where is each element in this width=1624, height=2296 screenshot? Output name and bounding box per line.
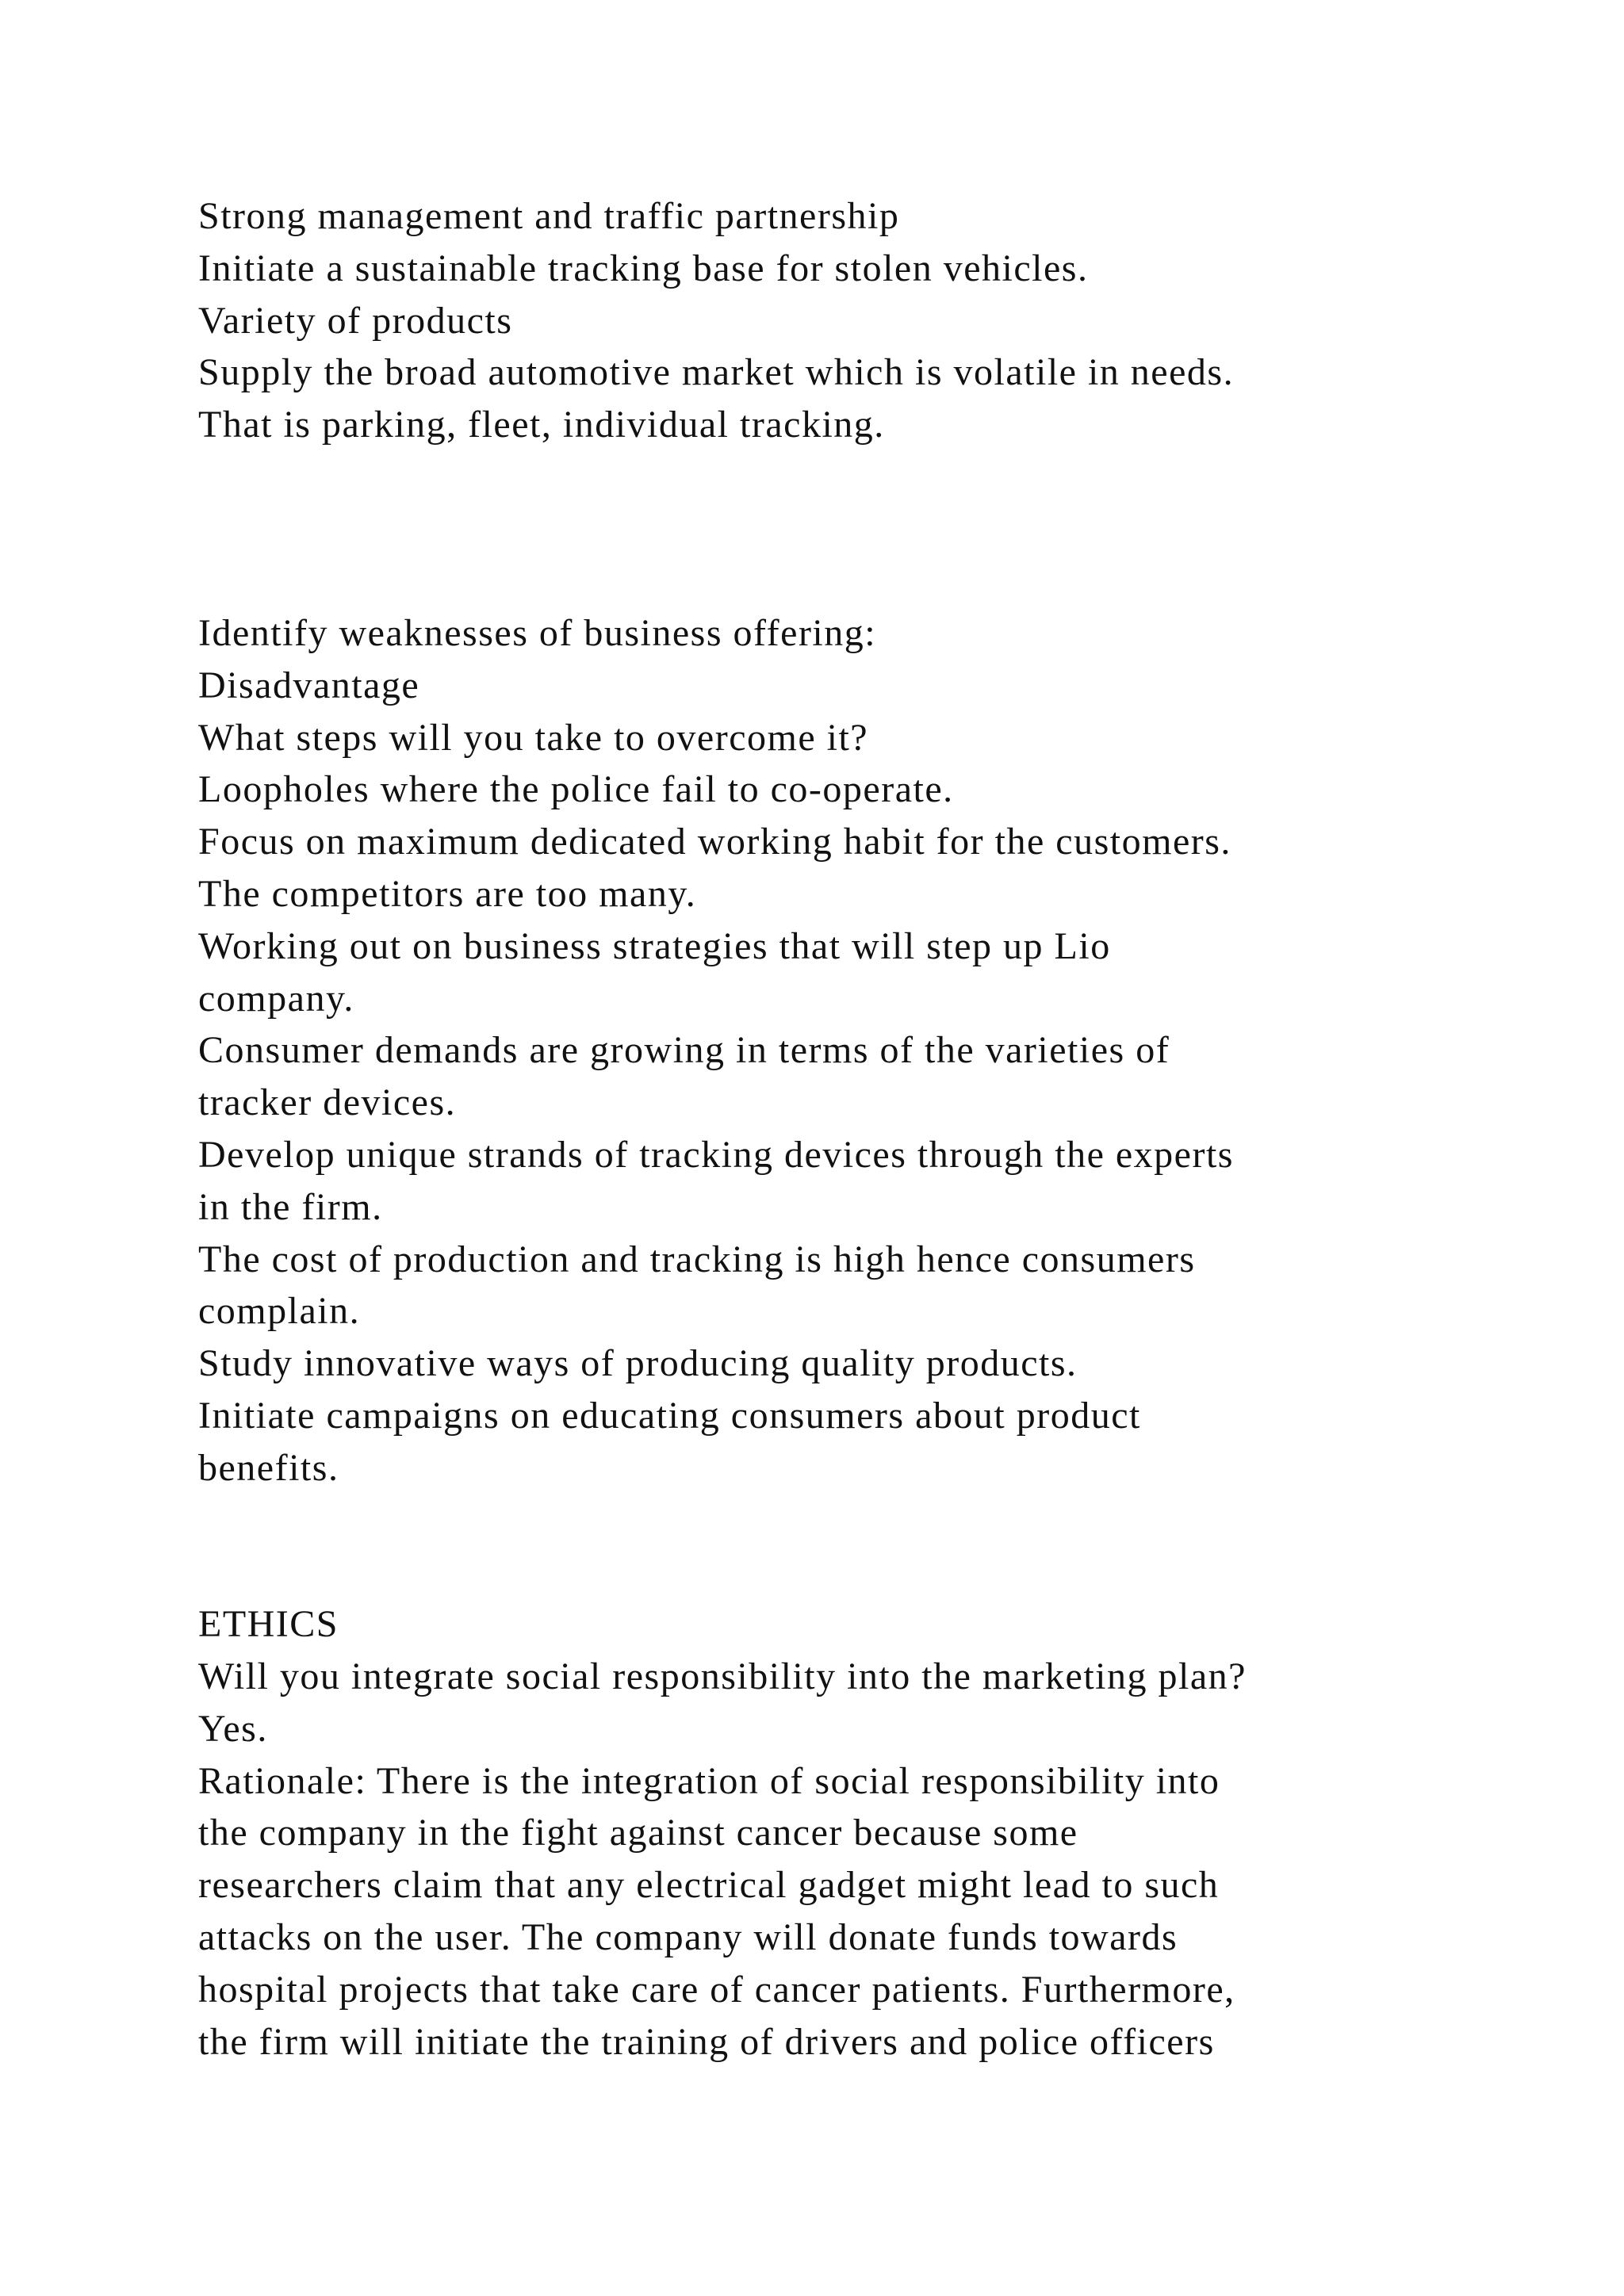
document-body <box>198 190 1467 2068</box>
text-line: attacks on the user. The company will donate funds towards <box>198 1915 1178 1958</box>
text-line: Focus on maximum dedicated working habit for the customers. <box>198 821 1231 863</box>
text-line: Develop unique strands of tracking devices through the experts <box>198 1133 1234 1176</box>
text-line: Yes. <box>198 1707 268 1750</box>
spacer <box>198 451 1467 607</box>
text-line: Rationale: There is the integration of social responsibility into <box>198 1759 1220 1802</box>
text-line: company. <box>198 977 354 1020</box>
text-line: Disadvantage <box>198 664 420 706</box>
text-line: the company in the fight against cancer because some <box>198 1812 1078 1854</box>
text-line: Initiate a sustainable tracking base for stolen vehicles. <box>198 247 1089 289</box>
text-line: Initiate campaigns on educating consumers about product <box>198 1394 1141 1437</box>
strengths-section <box>198 190 1467 451</box>
text-line: Strong management and traffic partnership <box>198 195 900 237</box>
text-line: benefits. <box>198 1446 339 1489</box>
text-line: Study innovative ways of producing quality products. <box>198 1342 1078 1385</box>
weaknesses-section <box>198 607 1467 1494</box>
text-line: tracker devices. <box>198 1081 457 1124</box>
text-line: in the firm. <box>198 1185 383 1228</box>
text-line: What steps will you take to overcome it? <box>198 716 869 759</box>
text-line: The competitors are too many. <box>198 872 697 915</box>
text-line: Variety of products <box>198 299 513 342</box>
section-heading: ETHICS <box>198 1603 339 1646</box>
text-line: The cost of production and tracking is high hence consumers <box>198 1238 1196 1280</box>
text-line: Supply the broad automotive market which is volatile in needs. <box>198 351 1235 394</box>
text-line: Working out on business strategies that will step up Lio <box>198 924 1111 967</box>
text-line: Will you integrate social responsibility into the marketing plan? <box>198 1655 1247 1697</box>
text-line: Loopholes where the police fail to co-operate. <box>198 768 954 811</box>
section-heading: Identify weaknesses of business offering: <box>198 611 877 654</box>
ethics-section <box>198 1598 1467 2068</box>
spacer <box>198 1494 1467 1599</box>
text-line: Consumer demands are growing in terms of the varieties of <box>198 1029 1170 1072</box>
text-line: the firm will initiate the training of drivers and police officers <box>198 2020 1215 2063</box>
text-line: That is parking, fleet, individual tracking. <box>198 404 885 446</box>
text-line: researchers claim that any electrical gadget might lead to such <box>198 1864 1220 1907</box>
text-line: hospital projects that take care of cancer patients. Furthermore, <box>198 1968 1235 2011</box>
text-line: complain. <box>198 1290 361 1333</box>
